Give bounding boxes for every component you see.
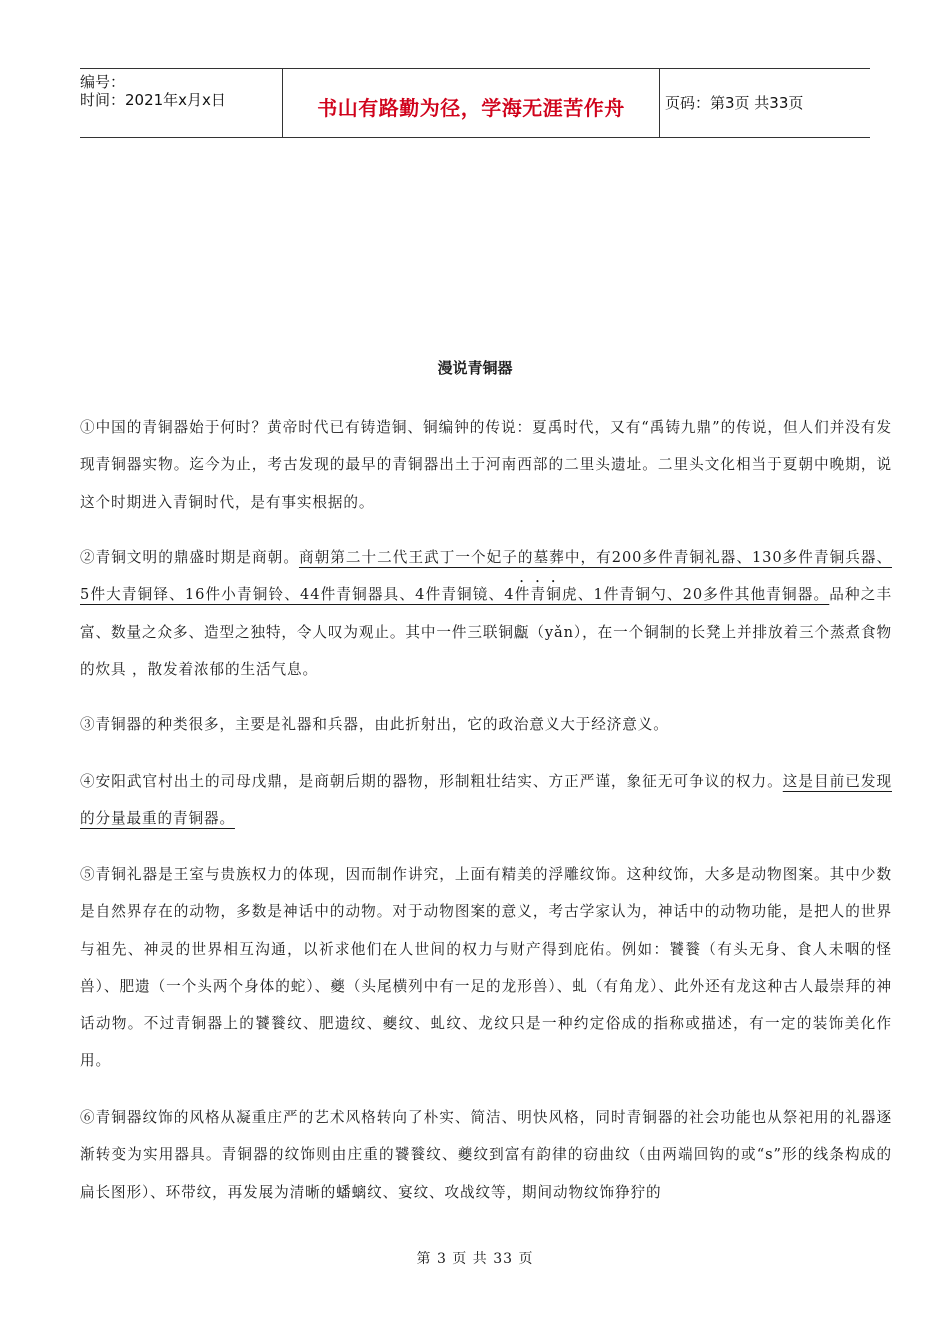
paragraph-3: ③青铜器的种类很多，主要是礼器和兵器，由此折射出，它的政治意义大于经济意义。	[80, 716, 669, 733]
paragraph-2-rest: 品种之丰富、数量之众多、造型之独特，令人叹为观止。其中一件三联铜甗（yǎn），在一个铜制的长凳上并排放着三个蒸煮食物的炊具 ，散发着浓郁的生活气息。	[80, 586, 893, 678]
paragraph-2	[80, 539, 892, 688]
document-title: 漫说青铜器	[437, 359, 513, 377]
motto: 书山有路勤为径，学海无涯苦作舟	[317, 96, 625, 120]
paragraph-6: ⑥青铜器纹饰的风格从凝重庄严的艺术风格转向了朴实、简洁、明快风格，同时青铜器的社会功能也从祭祀用的礼器逐渐转变为实用器具。青铜器的纹饰则由庄重的饕餮纹、夔纹到富有韵律的窃曲纹（由两端回钩的或“s”形的线条构成的扁长图形）、环带纹，再发展为清晰的蟠螭纹、宴纹、攻战纹等，期间动物纹饰狰狞的	[80, 1109, 892, 1201]
header-motto-cell	[282, 69, 660, 137]
paragraph-1: ①中国的青铜器始于何时？黄帝时代已有铸造铜、铜编钟的传说：夏禹时代，又有“禹铸九鼎”的传说，但人们并没有发现青铜器实物。迄今为止，考古发现的最早的青铜器出土于河南西部的二里头遗址。二里头文化相当于夏朝中晚期，说这个时期进入青铜时代，是有事实根据的。	[80, 419, 892, 511]
paragraph-4-underlined: 这是目前已发现的分量最重的青铜器。	[80, 773, 892, 828]
page-info: 页码：第3页 共33页	[665, 94, 804, 112]
paragraph-2-underlined: 商朝第二十二代王武丁一个妃子的墓葬中，有200多件青铜礼器、130多件青铜兵器、5件大青铜铎、16件小青铜铃、44件青铜器具、4件青铜镜、4件青铜虎、1件青铜勺、20多件其他青铜器。	[80, 549, 892, 604]
date-label: 时间：2021年x月x日	[80, 91, 226, 109]
header-meta	[80, 69, 282, 141]
paragraph-2-lead: ②青铜文明的鼎盛时期是商朝。	[80, 549, 299, 566]
emphasis-dots: 件青铜	[514, 586, 562, 604]
page-footer: 第 3 页 共 33 页	[416, 1251, 534, 1267]
paragraph-5: ⑤青铜礼器是王室与贵族权力的体现，因而制作讲究，上面有精美的浮雕纹饰。这种纹饰，大多是动物图案。其中少数是自然界存在的动物，多数是神话中的动物。对于动物图案的意义，考古学家认为，神话中的动物功能，是把人的世界与祖先、神灵的世界相互沟通，以祈求他们在人世间的权力与财产得到庇佑。例如：饕餮（有头无身、食人未咽的怪兽）、肥遗（一个头两个身体的蛇）、夔（头尾横列中有一足的龙形兽）、虬（有角龙）、此外还有龙这种古人最崇拜的神话动物。不过青铜器上的饕餮纹、肥遗纹、夔纹、虬纹、龙纹只是一种约定俗成的指称或描述，有一定的装饰美化作用。	[80, 866, 892, 1070]
paragraph-4: ④安阳武官村出土的司母戊鼎，是商朝后期的器物，形制粗壮结实、方正严谨，象征无可争议的权力。这是目前已发现的分量最重的青铜器。	[80, 773, 892, 828]
page-header	[80, 68, 870, 138]
number-label: 编号：	[80, 73, 126, 91]
